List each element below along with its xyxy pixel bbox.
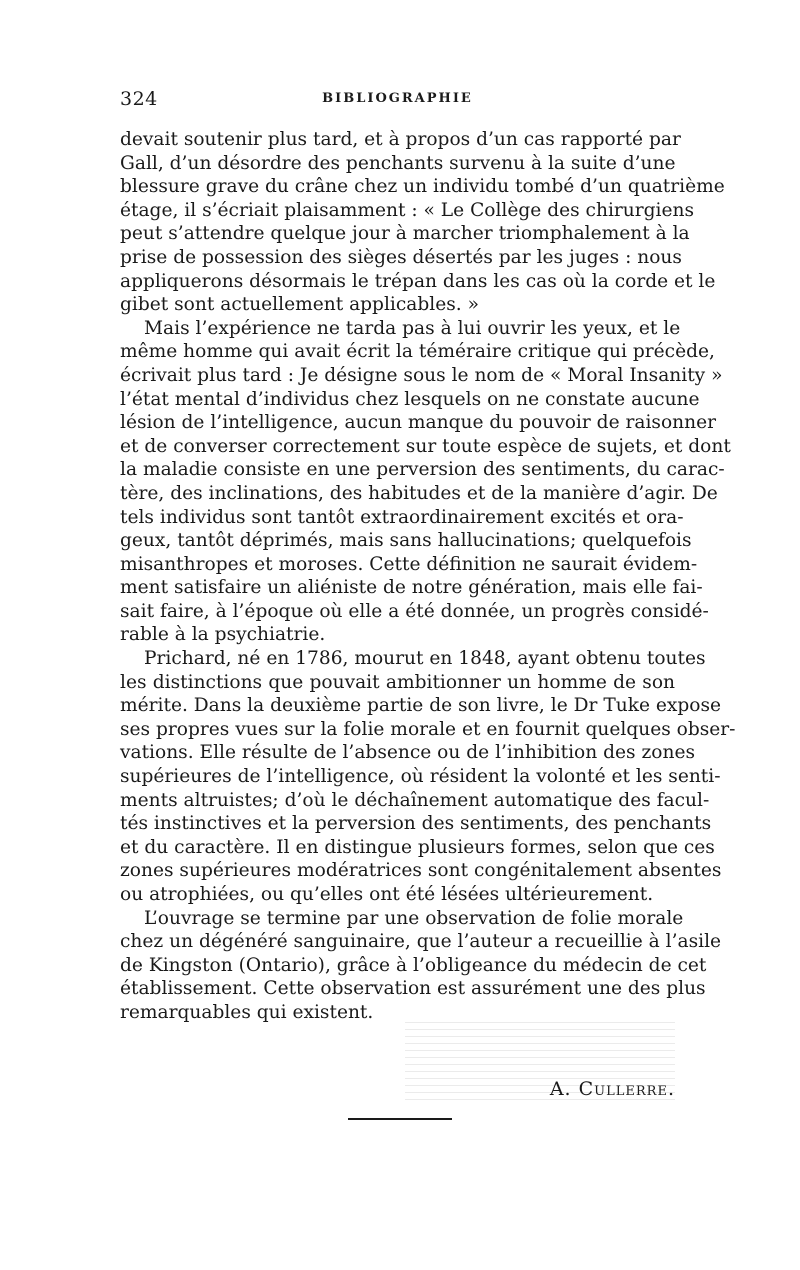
page-header [120,88,675,114]
text-line: rable à la psychiatrie. [120,624,326,646]
body-text [120,128,736,1025]
text-line: les distinctions que pouvait ambitionner un homme de son [120,671,675,693]
page-number: 324 [120,88,158,110]
text-line: tels individus sont tantôt extraordinairement excités et ora- [120,506,684,528]
text-line: de Kingston (Ontario), grâce à l’obligeance du médecin de cet [120,954,707,976]
text-line: gibet sont actuellement applicables. » [120,294,479,316]
text-line: l’état mental d’individus chez lesquels on ne constate aucune [120,388,700,410]
running-head: BIBLIOGRAPHIE [322,91,473,106]
text-line: Gall, d’un désordre des penchants survenu à la suite d’une [120,152,676,174]
text-line: étage, il s’écriait plaisamment : « Le Collège des chirurgiens [120,199,695,221]
text-line: Mais l’expérience ne tarda pas à lui ouvrir les yeux, et le [144,317,681,339]
author-name: Cullerre. [578,1078,675,1100]
text-line: geux, tantôt déprimés, mais sans hallucinations; quelquefois [120,530,692,552]
text-line: remarquables qui existent. [120,1001,374,1023]
text-line: ments altruistes; d’où le déchaînement automatique des facul- [120,789,710,811]
text-line: même homme qui avait écrit la téméraire critique qui précède, [120,341,715,363]
text-line: la maladie consiste en une perversion des sentiments, du carac- [120,459,725,481]
text-line: zones supérieures modératrices sont congénitalement absentes [120,860,722,882]
text-line: et du caractère. Il en distingue plusieurs formes, selon que ces [120,836,715,858]
closing-rule [348,1118,452,1120]
text-line: chez un dégénéré sanguinaire, que l’auteur a recueillie à l’asile [120,931,722,953]
text-line: appliquerons désormais le trépan dans les cas où la corde et le [120,270,716,292]
author-initial: A. [549,1078,572,1100]
text-line: tère, des inclinations, des habitudes et de la manière d’agir. De [120,482,718,504]
text-line: blessure grave du crâne chez un individu tombé d’un quatrième [120,176,725,198]
text-line: prise de possession des sièges désertés par les juges : nous [120,246,682,268]
text-line: ses propres vues sur la folie morale et en fournit quelques obser- [120,718,736,740]
text-line: supérieures de l’intelligence, où résident la volonté et les senti- [120,766,721,788]
text-line: établissement. Cette observation est assurément une des plus [120,978,706,1000]
author-signature [120,1078,675,1100]
text-line: Prichard, né en 1786, mourut en 1848, ayant obtenu toutes [144,648,706,670]
text-line: sait faire, à l’époque où elle a été donnée, un progrès considé- [120,600,709,622]
text-line: peut s’attendre quelque jour à marcher triomphalement à la [120,223,690,245]
text-line: ment satisfaire un aliéniste de notre génération, mais elle fai- [120,577,703,599]
text-line: écrivait plus tard : Je désigne sous le nom de « Moral Insanity » [120,364,723,386]
text-line: vations. Elle résulte de l’absence ou de l’inhibition des zones [120,742,695,764]
text-line: devait soutenir plus tard, et à propos d’un cas rapporté par [120,129,681,150]
text-line: tés instinctives et la perversion des sentiments, des penchants [120,813,712,835]
text-line: mérite. Dans la deuxième partie de son livre, le Dr Tuke expose [120,695,722,717]
text-line: misanthropes et moroses. Cette définition ne saurait évidem- [120,553,698,575]
text-line: ou atrophiées, ou qu’elles ont été lésées ultérieurement. [120,884,654,905]
text-line: L’ouvrage se termine par une observation de folie morale [144,907,684,929]
text-line: lésion de l’intelligence, aucun manque du pouvoir de raisonner [120,412,716,434]
text-line: et de converser correctement sur toute espèce de sujets, et dont [120,435,731,457]
